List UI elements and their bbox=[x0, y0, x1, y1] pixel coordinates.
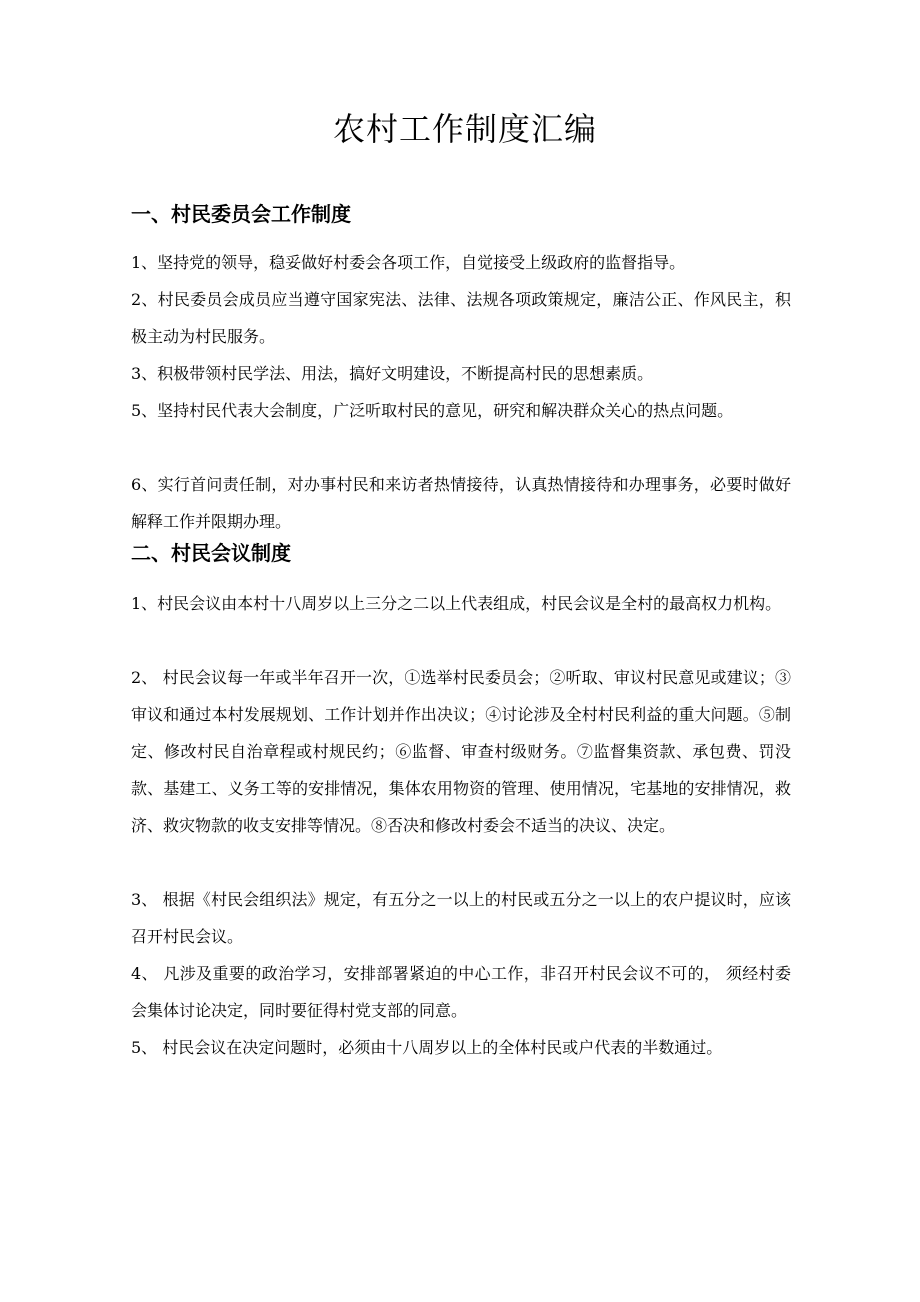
paragraph-item: 3、积极带领村民学法、用法，搞好文明建设，不断提高村民的思想素质。 bbox=[131, 364, 654, 383]
paragraph-item: 4、 凡涉及重要的政治学习，安排部署紧迫的中心工作，非召开村民会议不可的， 须经村委会集体讨论决定，同时要征得村党支部的同意。 bbox=[131, 964, 791, 1020]
section-heading-villagers-meeting: 二、村民会议制度 bbox=[131, 541, 291, 565]
paragraph-item: 2、村民委员会成员应当遵守国家宪法、法律、法规各项政策规定，廉洁公正、作风民主，积极主动为村民服务。 bbox=[131, 290, 791, 346]
section-heading-villagers-committee: 一、村民委员会工作制度 bbox=[131, 202, 351, 226]
paragraph-item: 3、 根据《村民会组织法》规定，有五分之一以上的村民或五分之一以上的农户提议时，应该召开村民会议。 bbox=[131, 890, 791, 946]
paragraph-item: 1、坚持党的领导，稳妥做好村委会各项工作，自觉接受上级政府的监督指导。 bbox=[131, 253, 686, 272]
paragraph-item: 6、实行首问责任制，对办事村民和来访者热情接待，认真热情接待和办理事务，必要时做好解释工作并限期办理。 bbox=[131, 475, 791, 531]
document-title: 农村工作制度汇编 bbox=[332, 110, 597, 149]
paragraph-item: 2、 村民会议每一年或半年召开一次，①选举村民委员会；②听取、审议村民意见或建议；③审议和通过本村发展规划、工作计划并作出决议；④讨论涉及全村村民利益的重大问题。⑤制定、修改村民自治章程或村规民约；⑥监督、审查村级财务。⑦监督集资款、承包费、罚没款、基建工、义务工等的安排情况，集体农用物资的管理、使用情况，宅基地的安排情况，救济、救灾物款的收支安排等情况。⑧否决和修改村委会不适当的决议、决定。 bbox=[131, 668, 791, 835]
paragraph-item: 5、坚持村民代表大会制度，广泛听取村民的意见，研究和解决群众关心的热点问题。 bbox=[131, 401, 734, 420]
paragraph-item: 1、村民会议由本村十八周岁以上三分之二以上代表组成，村民会议是全村的最高权力机构。 bbox=[131, 594, 782, 613]
paragraph-item: 5、 村民会议在决定问题时，必须由十八周岁以上的全体村民或户代表的半数通过。 bbox=[131, 1038, 723, 1057]
